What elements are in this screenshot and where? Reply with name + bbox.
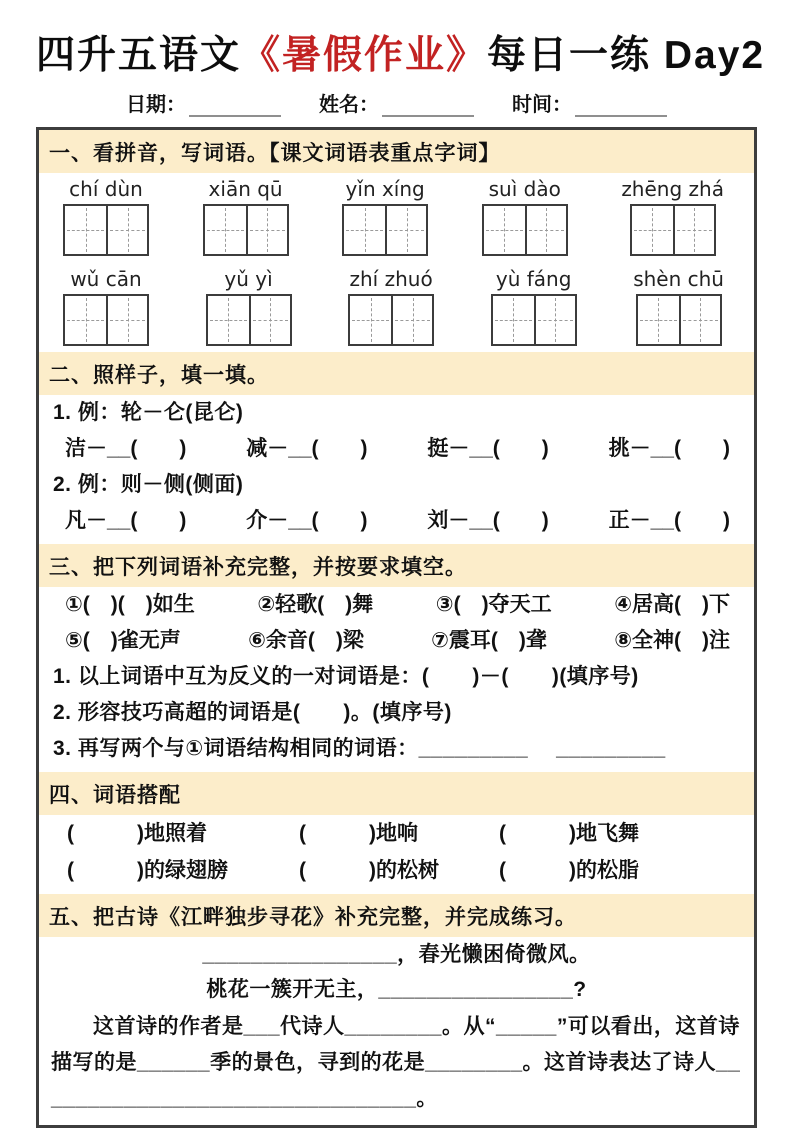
- section4-header: 四、词语搭配: [39, 772, 754, 815]
- tian-cell: [208, 296, 249, 344]
- fill-item: 正－__( ): [608, 509, 730, 532]
- tian-cell: [493, 296, 534, 344]
- writing-grid: [342, 204, 428, 256]
- tian-cell: [344, 206, 385, 254]
- tian-cell: [246, 206, 287, 254]
- worksheet-box: [36, 127, 757, 1128]
- info-line: [36, 88, 757, 117]
- pinyin-label: zhēng zhá: [621, 177, 724, 201]
- tian-cell: [673, 206, 714, 254]
- pinyin-row-2: [39, 263, 754, 352]
- tian-cell: [385, 206, 426, 254]
- fill-item: 减－__( ): [246, 437, 368, 460]
- writing-grid: [63, 294, 149, 346]
- writing-grid: [203, 204, 289, 256]
- writing-grid: [491, 294, 577, 346]
- idiom-item: ⑦震耳( )聋: [431, 629, 547, 652]
- pinyin-label: xiān qū: [208, 177, 283, 201]
- collocation-item: ( )地响: [299, 822, 418, 845]
- section3-idioms1: [39, 587, 754, 623]
- title-part1: 四升五语文: [36, 34, 242, 77]
- time-label: 时间：: [512, 94, 572, 116]
- tian-cell: [484, 206, 525, 254]
- tian-cell: [65, 296, 106, 344]
- tian-cell: [65, 206, 106, 254]
- collocation-item: ( )地照着: [67, 822, 207, 845]
- pinyin-item: [206, 267, 292, 346]
- date-field: [126, 88, 281, 117]
- name-blank: [382, 97, 474, 117]
- tian-cell: [638, 296, 679, 344]
- tian-cell: [534, 296, 575, 344]
- writing-grid: [482, 204, 568, 256]
- name-field: [319, 88, 474, 117]
- section3-header: 三、把下列词语补充完整，并按要求填空。: [39, 544, 754, 587]
- tian-cell: [525, 206, 566, 254]
- tian-cell: [106, 296, 147, 344]
- section3-question1: 1. 以上词语中互为反义的一对词语是：( )－( )(填序号): [53, 665, 639, 688]
- poem-line-2: 桃花一簇开无主，________________?: [206, 978, 587, 1001]
- section2-example2: 2. 例：则－侧(侧面): [53, 473, 244, 496]
- section2-pairs1: [39, 431, 754, 467]
- pinyin-label: wǔ cān: [70, 267, 142, 291]
- collocation-item: ( )的松树: [299, 859, 439, 882]
- idiom-item: ⑤( )雀无声: [65, 629, 181, 652]
- section5-header: 五、把古诗《江畔独步寻花》补充完整，并完成练习。: [39, 894, 754, 937]
- pinyin-label: yǐn xíng: [345, 177, 425, 201]
- pinyin-label: yǔ yì: [224, 267, 273, 291]
- idiom-item: ①( )( )如生: [65, 593, 195, 616]
- section4-row1: [39, 815, 754, 852]
- section3-idioms2: [39, 623, 754, 659]
- time-blank: [575, 97, 667, 117]
- pinyin-item: [633, 267, 724, 346]
- writing-grid: [348, 294, 434, 346]
- section3-question2: 2. 形容技巧高超的词语是( )。(填序号): [53, 701, 452, 724]
- tian-cell: [205, 206, 246, 254]
- tian-cell: [249, 296, 290, 344]
- idiom-item: ④居高( )下: [614, 593, 730, 616]
- pinyin-label: zhí zhuó: [349, 267, 433, 291]
- poem-line-1: ________________，春光懒困倚微风。: [202, 943, 591, 966]
- fill-item: 挺－__( ): [427, 437, 549, 460]
- tian-cell: [632, 206, 673, 254]
- idiom-item: ⑧全神( )注: [614, 629, 730, 652]
- pinyin-label: shèn chū: [633, 267, 724, 291]
- idiom-item: ③( )夺天工: [435, 593, 552, 616]
- pinyin-item: [342, 177, 428, 256]
- page-title: [36, 24, 766, 80]
- collocation-item: ( )地飞舞: [499, 822, 639, 845]
- pinyin-item: [482, 177, 568, 256]
- pinyin-item: [348, 267, 434, 346]
- section4-row2: [39, 852, 754, 894]
- pinyin-label: suì dào: [488, 177, 561, 201]
- time-field: [512, 88, 667, 117]
- writing-grid: [206, 294, 292, 346]
- idiom-item: ⑥余音( )梁: [248, 629, 364, 652]
- title-highlight: 《暑假作业》: [241, 34, 488, 77]
- date-blank: [189, 97, 281, 117]
- date-label: 日期：: [126, 94, 186, 116]
- name-label: 姓名：: [319, 94, 379, 116]
- section1-header: 一、看拼音，写词语。【课文词语表重点字词】: [39, 130, 754, 173]
- fill-item: 凡－__( ): [65, 509, 187, 532]
- idiom-item: ②轻歌( )舞: [257, 593, 374, 616]
- tian-cell: [106, 206, 147, 254]
- pinyin-item: [621, 177, 724, 256]
- section2-pairs2: [39, 503, 754, 544]
- collocation-item: ( )的松脂: [499, 859, 639, 882]
- collocation-item: ( )的绿翅膀: [67, 859, 228, 882]
- tian-cell: [391, 296, 432, 344]
- poem-analysis-paragraph: 这首诗的作者是___代诗人________。从“_____”可以看出，这首诗描写的是______季的景色，寻到的花是________。这首诗表达了诗人________________________________。: [51, 1015, 741, 1110]
- writing-grid: [63, 204, 149, 256]
- title-part2: 每日一练 Day2: [487, 34, 766, 77]
- section3-question3: 3. 再写两个与①词语结构相同的词语：_________ _________: [53, 737, 666, 760]
- pinyin-item: [63, 267, 149, 346]
- section2-example1: 1. 例：轮－仑(昆仑): [53, 401, 244, 424]
- fill-item: 洁－__( ): [65, 437, 187, 460]
- tian-cell: [679, 296, 720, 344]
- fill-item: 介－__( ): [246, 509, 368, 532]
- pinyin-label: yù fáng: [495, 267, 572, 291]
- pinyin-item: [203, 177, 289, 256]
- pinyin-row-1: [39, 173, 754, 263]
- writing-grid: [636, 294, 722, 346]
- section2-header: 二、照样子，填一填。: [39, 352, 754, 395]
- fill-item: 挑－__( ): [608, 437, 730, 460]
- fill-item: 刘－__( ): [427, 509, 549, 532]
- pinyin-item: [63, 177, 149, 256]
- tian-cell: [350, 296, 391, 344]
- pinyin-item: [491, 267, 577, 346]
- writing-grid: [630, 204, 716, 256]
- pinyin-label: chí dùn: [69, 177, 143, 201]
